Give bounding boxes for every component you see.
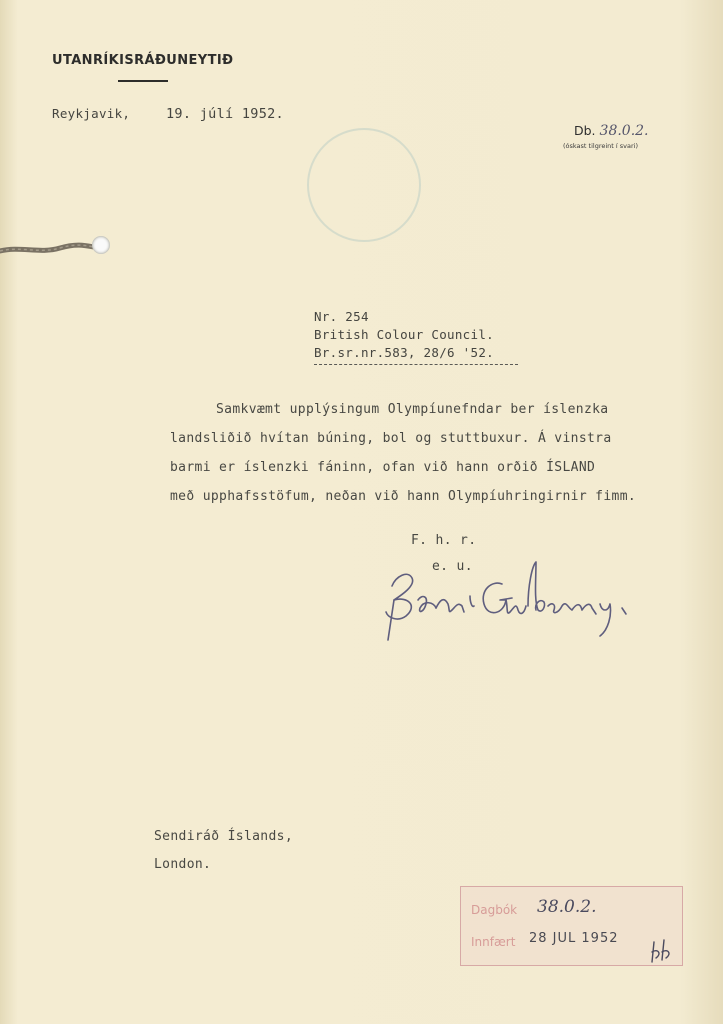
body-line: Samkvæmt upplýsingum Olympíunefndar ber íslenzka — [216, 402, 609, 417]
closing-eu: e. u. — [432, 559, 473, 574]
reference-number: Nr. 254 — [314, 309, 369, 324]
reference-letter-ref: Br.sr.nr.583, 28/6 '52. — [314, 345, 494, 360]
stamp-label-dagbok: Dagbók — [471, 903, 518, 917]
stamp-initials-mark — [648, 936, 678, 966]
stamp-date: 28 JUL 1952 — [529, 931, 619, 946]
faint-circular-stamp — [307, 128, 421, 242]
reference-recipient-org: British Colour Council. — [314, 327, 494, 342]
db-label: Db. — [574, 123, 596, 138]
punch-hole — [92, 236, 110, 254]
body-line: landsliðið hvítan búning, bol og stuttbuxur. Á vinstra — [170, 431, 612, 446]
db-reference — [574, 123, 649, 139]
body-line: með upphafsstöfum, neðan við hann Olympíuhringirnir fimm. — [170, 489, 637, 504]
letterhead-rule — [118, 80, 168, 82]
db-note: (óskast tilgreint í svari) — [563, 142, 638, 150]
stamp-dagbok-value: 38.0.2. — [537, 897, 597, 917]
reference-underline — [314, 364, 518, 365]
place: Reykjavik, — [52, 106, 131, 121]
closing-fhr: F. h. r. — [411, 533, 477, 548]
binding-twine — [0, 242, 100, 256]
addressee-line2: London. — [154, 857, 212, 872]
letter-date: 19. júlí 1952. — [166, 106, 284, 122]
addressee-line1: Sendiráð Íslands, — [154, 829, 294, 844]
body-line: barmi er íslenzki fáninn, ofan við hann orðið ÍSLAND — [170, 460, 596, 475]
handwritten-signature — [378, 556, 648, 646]
stamp-label-innfaert: Innfært — [471, 935, 516, 949]
db-value: 38.0.2. — [599, 123, 649, 139]
letterhead: UTANRÍKISRÁÐUNEYTIÐ — [52, 53, 234, 68]
